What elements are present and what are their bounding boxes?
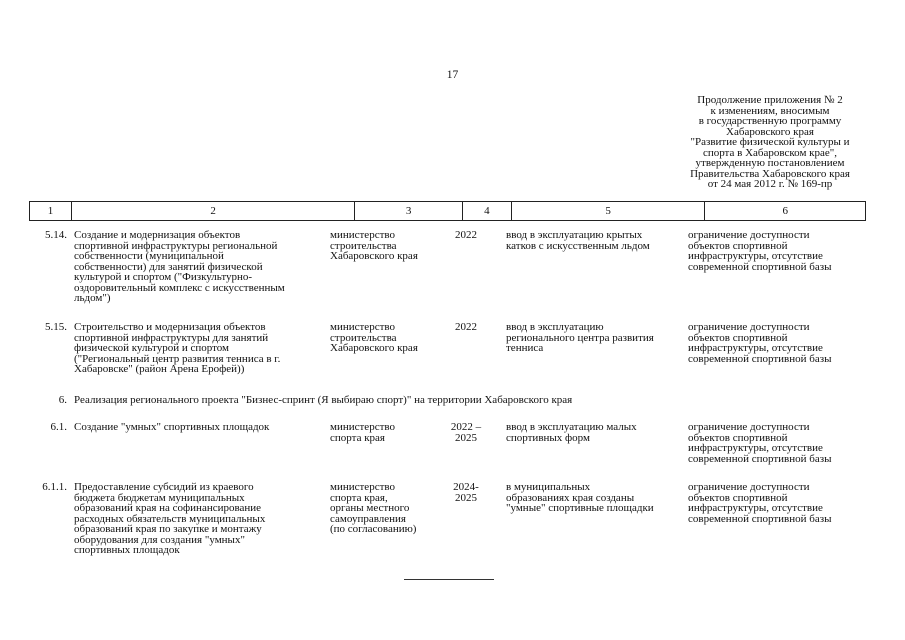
heading-line: "Развитие физической культуры и <box>690 136 850 148</box>
column-header: 5 <box>512 202 706 220</box>
row-number: 6.1.1. <box>42 481 67 493</box>
section-number: 6. <box>58 394 67 406</box>
column-header: 1 <box>30 202 72 220</box>
table-header-row <box>29 201 866 221</box>
expected-result: ввод в эксплуатацию регионального центра развития тенниса <box>506 321 654 354</box>
executor: министерство строительства Хабаровского края <box>330 321 418 354</box>
page-number: 17 <box>446 69 459 81</box>
row-number: 6.1. <box>50 421 67 433</box>
heading-line: утвержденную постановлением <box>695 157 845 169</box>
executor: министерство спорта края, органы местного самоуправления (по согласованию) <box>330 481 417 535</box>
heading-line: Продолжение приложения № 2 <box>697 94 843 106</box>
row-number: 5.15. <box>45 321 67 333</box>
consequence: ограничение доступности объектов спортивной инфраструктуры, отсутствие современной спортивной базы <box>688 229 832 273</box>
measure-name: Строительство и модернизация объектов спортивной инфраструктуры для занятий физической культурой и спортом ("Региональный центр развития тенниса в г. Хабаровске" (район Арена Ерофей)) <box>74 321 281 375</box>
period: 2022 <box>455 321 477 333</box>
executor: министерство спорта края <box>330 421 396 444</box>
appendix-heading <box>672 95 868 190</box>
column-header: 3 <box>355 202 463 220</box>
consequence: ограничение доступности объектов спортивной инфраструктуры, отсутствие современной спортивной базы <box>688 481 832 525</box>
expected-result: в муниципальных образованиях края созданы "умные" спортивные площадки <box>506 481 654 514</box>
section-title: Реализация регионального проекта "Бизнес-спринт (Я выбираю спорт)" на территории Хабаровского края <box>74 394 573 406</box>
period: 2022 <box>455 229 477 241</box>
expected-result: ввод в эксплуатацию малых спортивных форм <box>506 421 637 444</box>
row-number: 5.14. <box>45 229 67 241</box>
heading-line: Правительства Хабаровского края <box>690 167 850 180</box>
heading-line: к изменениям, вносимым <box>710 104 830 117</box>
column-header: 4 <box>463 202 512 220</box>
consequence: ограничение доступности объектов спортивной инфраструктуры, отсутствие современной спортивной базы <box>688 421 832 465</box>
period: 2022 – 2025 <box>450 421 482 444</box>
heading-line: Хабаровского края <box>726 125 814 138</box>
measure-name: Создание и модернизация объектов спортивной инфраструктуры региональной собственности (муниципальной собственности) для занятий физической культурой и спортом ("Физкультурно- оздоровительный комплекс с искусственным льдом") <box>74 229 285 304</box>
heading-line: в государственную программу <box>698 115 842 127</box>
executor: министерство строительства Хабаровского края <box>330 229 418 262</box>
expected-result: ввод в эксплуатацию крытых катков с искусственным льдом <box>506 229 650 252</box>
heading-line: спорта в Хабаровском крае", <box>702 146 838 159</box>
measure-name: Предоставление субсидий из краевого бюджета бюджетам муниципальных образований края на софинансирование расходных обязательств муниципальных образований края по закупке и монтажу оборудования для создания "умных" спортивных площадок <box>74 481 266 556</box>
column-header: 6 <box>782 205 788 217</box>
measure-name: Создание "умных" спортивных площадок <box>74 421 270 433</box>
end-separator-line <box>404 579 494 580</box>
column-header: 2 <box>72 202 355 220</box>
heading-line: от 24 мая 2012 г. № 169-пр <box>707 178 833 190</box>
consequence: ограничение доступности объектов спортивной инфраструктуры, отсутствие современной спортивной базы <box>688 321 832 365</box>
period: 2024- 2025 <box>453 481 479 504</box>
